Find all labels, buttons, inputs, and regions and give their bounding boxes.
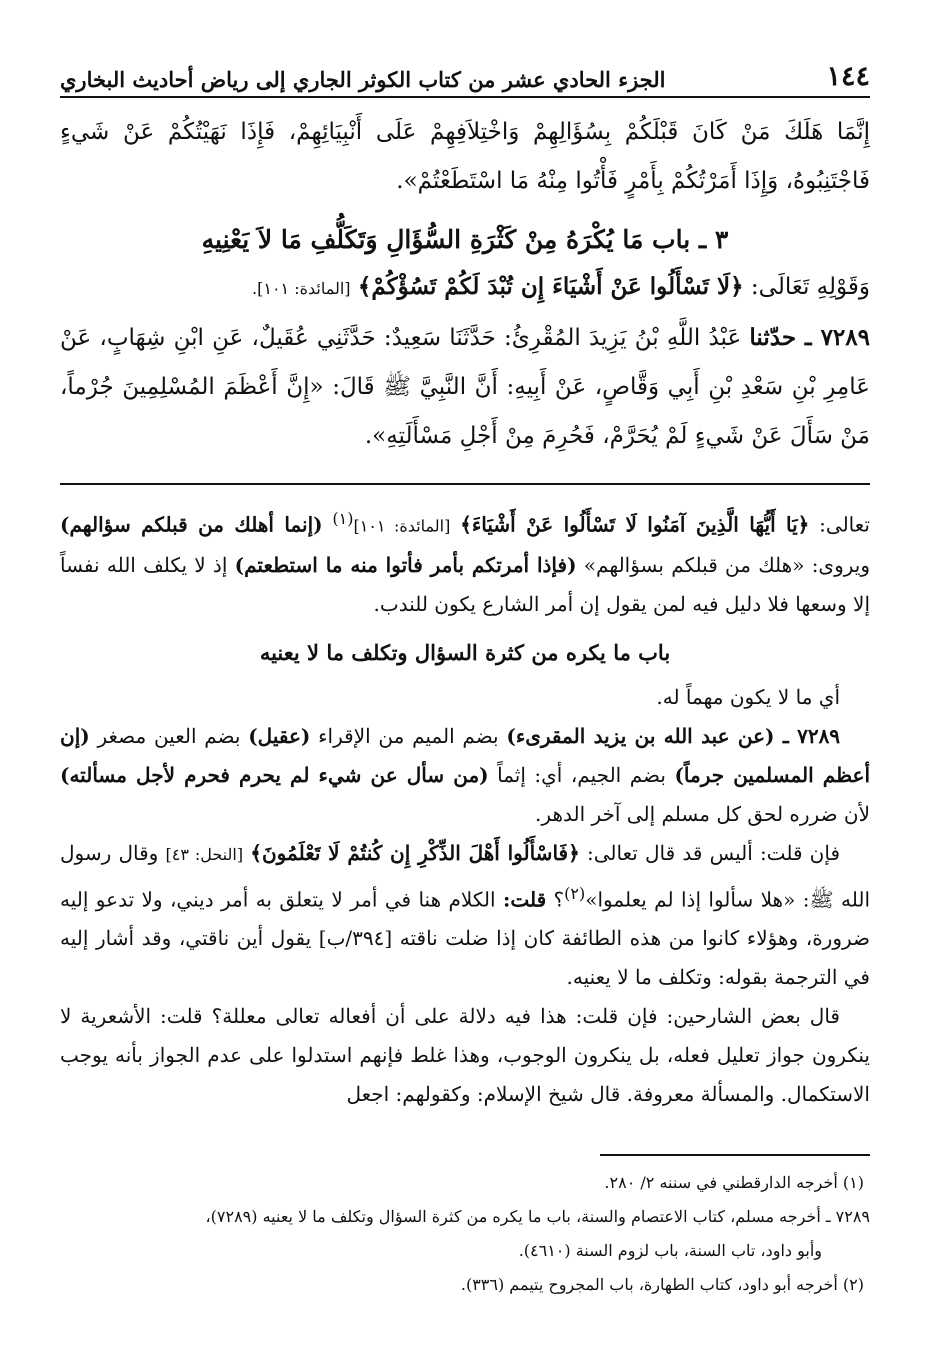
footnote-text: أخرجه أبو داود، كتاب الطهارة، باب المجروح يتيمم (٣٣٦). [460,1275,838,1295]
hadith-number: ٧٢٨٩ ـ حدّثنا [749,324,870,351]
footnote-text: أخرجه الدارقطني في سننه ٢/ ٢٨٠. [604,1173,838,1193]
running-title: الجزء الحادي عشر من كتاب الكوثر الجاري إلى رياض أحاديث البخاري [60,67,666,92]
quoted-hadith: (فإذا أمرتكم بأمر فأتوا منه ما استطعتم) [234,552,577,577]
chapter-verse-line [60,262,870,313]
commentary-text: فإن قلت: أليس قد قال تعالى: [587,840,841,865]
footnote-text: ٧٢٨٩ ـ أخرجه مسلم، كتاب الاعتصام والسنة، باب ما يكره من كثرة السؤال وتكلف ما لا يعنيه (٧٢٨٩)، [205,1207,870,1227]
footnote-marker: (٢) [564,883,586,903]
footnote-number: (١) [842,1173,864,1193]
hadith-7289 [60,313,870,461]
footnote-7289-cont: وأبو داود، تاب السنة، باب لزوم السنة (٤٦١٠). [518,1241,822,1261]
commentary-text: ويروى: «هلك من قبلكم بسؤالهم» [583,552,871,577]
commentary-text: وقال رسول الله ﷺ: «هلا سألوا إذا لم يعلموا» [60,840,871,912]
hadith-text-section [60,108,870,461]
quoted-hadith: ٧٢٨٩ ـ (عن عبد الله بن يزيد المقرىء) [506,723,841,748]
commentary-text: بضم الجيم، أي: إثماً [497,762,666,787]
footnote-divider [600,1154,870,1156]
commentary-paragraph [60,499,870,624]
verse-reference: [النحل: ٤٣] [165,844,244,864]
commentary-text: الكلام هنا في أمر لا يتعلق به أمر ديني، ولا تدعو إليه ضرورة، وهؤلاء كانوا من هذه الطائفة كان إذا ضلت ناقته [٣٩٤/ب] يقول أين ناقتي، وقد أشار إليه في الترجمة بقوله: وتكلف ما لا يعنيه. [60,887,871,990]
commentary-text: بضم العين مصغر [97,723,241,748]
commentary-chapter-title: باب ما يكره من كثرة السؤال وتكلف ما لا يعنيه [259,639,671,665]
commentary-label: قلت: [502,887,547,912]
commentary-text: لأن ضرره لحق كل مسلم إلى آخر الدهر. [535,801,870,826]
footnote-7289 [60,1202,870,1232]
commentary-paragraph: أي ما لا يكون مهماً له. [656,684,840,709]
footnote-2 [60,1270,870,1300]
quoted-hadith: (إن أعظم المسلمين جرماً) [60,723,871,787]
hadith-body: عَبْدُ اللَّهِ بْنُ يَزِيدَ المُقْرِئُ: حَدَّثَنَا سَعِيدٌ: حَدَّثَنِي عُقَيلٌ، عَنِ ابْنِ شِهَابٍ، عَنْ عَامِرِ بْنِ سَعْدِ بْنِ أَبِي وَقَّاصٍ، عَنْ أَبِيهِ: أَنَّ النَّبِيَّ ﷺ قَالَ: «إِنَّ أَعْظَمَ المُسْلِمِينَ جُرْماً، مَنْ سَأَلَ عَنْ شَيءٍ لَمْ يُحَرَّمْ، فَحُرِمَ مِنْ أَجْلِ مَسْأَلَتِهِ». [60,325,870,449]
quran-verse: ﴿فَاسْأَلُوا أَهْلَ الذِّكْرِ إِن كُنتُمْ لَا تَعْلَمُونَ﴾ [250,840,580,865]
hadith-opening: إِنَّمَا هَلَكَ مَنْ كَانَ قَبْلَكُمْ بِسُؤَالِهِمْ وَاخْتِلاَفِهِمْ عَلَى أَنْبِيَائِهِمْ، فَإِذَا نَهَيْتُكُمْ عَنْ شَيءٍ فَاجْتَنِبُوهُ، وَإِذَا أَمَرْتُكُمْ بِأَمْرٍ فَأْتُوا مِنْهُ مَا اسْتَطَعْتُمْ». [60,119,870,194]
commentary-text: تعالى: [819,512,870,537]
commentary-section [60,499,870,1114]
quoted-hadith: (عقيل) [248,723,311,748]
verse-reference: [المائدة: ١٠١]. [252,279,351,298]
quoted-hadith: (من سأل عن شيء لم يحرم فحرم لأجل مسألته) [60,762,489,787]
commentary-paragraph [60,717,870,834]
commentary-text: ؟ [553,887,565,912]
chapter-title: ٣ ـ باب مَا يُكْرَهُ مِنْ كَثْرَةِ السُّؤَالِ وَتَكَلُّفِ مَا لاَ يَعْنِيهِ [201,225,729,254]
commentary-text: إذ لا يكلف الله نفساً إلا وسعها فلا دليل فيه لمن يقول إن أمر الشارع يكون للندب. [60,552,870,616]
verse-intro: وَقَوْلِهِ تَعَالَى: [750,274,870,300]
footnote-1 [60,1168,870,1198]
footnote-marker: (١) [332,509,354,528]
commentary-paragraph: قال بعض الشارحين: فإن قلت: هذا فيه دلالة على أن أفعاله تعالى معللة؟ قلت: الأشعرية لا ينكرون جواز تعليل فعله، بل ينكرون الوجوب، وهذا غلط فإنهم استدلوا على عدم الجواز بأنه يوجب الاستكمال. والمسألة معروفة. قال شيخ الإسلام: وكقولهم: اجعل [60,1004,870,1107]
book-page [60,50,870,1340]
commentary-text: بضم الميم من الإقراء [318,723,499,748]
footnote-number: (٢) [842,1275,864,1295]
footnotes [60,1168,870,1300]
section-divider [60,483,870,485]
verse-reference: [المائدة: ١٠١] [353,516,451,536]
quran-verse: ﴿لَا تَسْأَلُوا عَنْ أَشْيَاءَ إِن تُبْدَ لَكُمْ تَسُؤْكُمْ﴾ [357,273,744,300]
page-header [60,50,870,98]
quran-verse: ﴿يَا أَيُّهَا الَّذِينَ آمَنُوا لَا تَسْأَلُوا عَنْ أَشْيَاءَ﴾ [460,512,810,537]
quoted-hadith: (إنما أهلك من قبلكم سؤالهم) [60,512,323,537]
commentary-paragraph [60,834,870,998]
page-number: ١٤٤ [826,61,870,92]
